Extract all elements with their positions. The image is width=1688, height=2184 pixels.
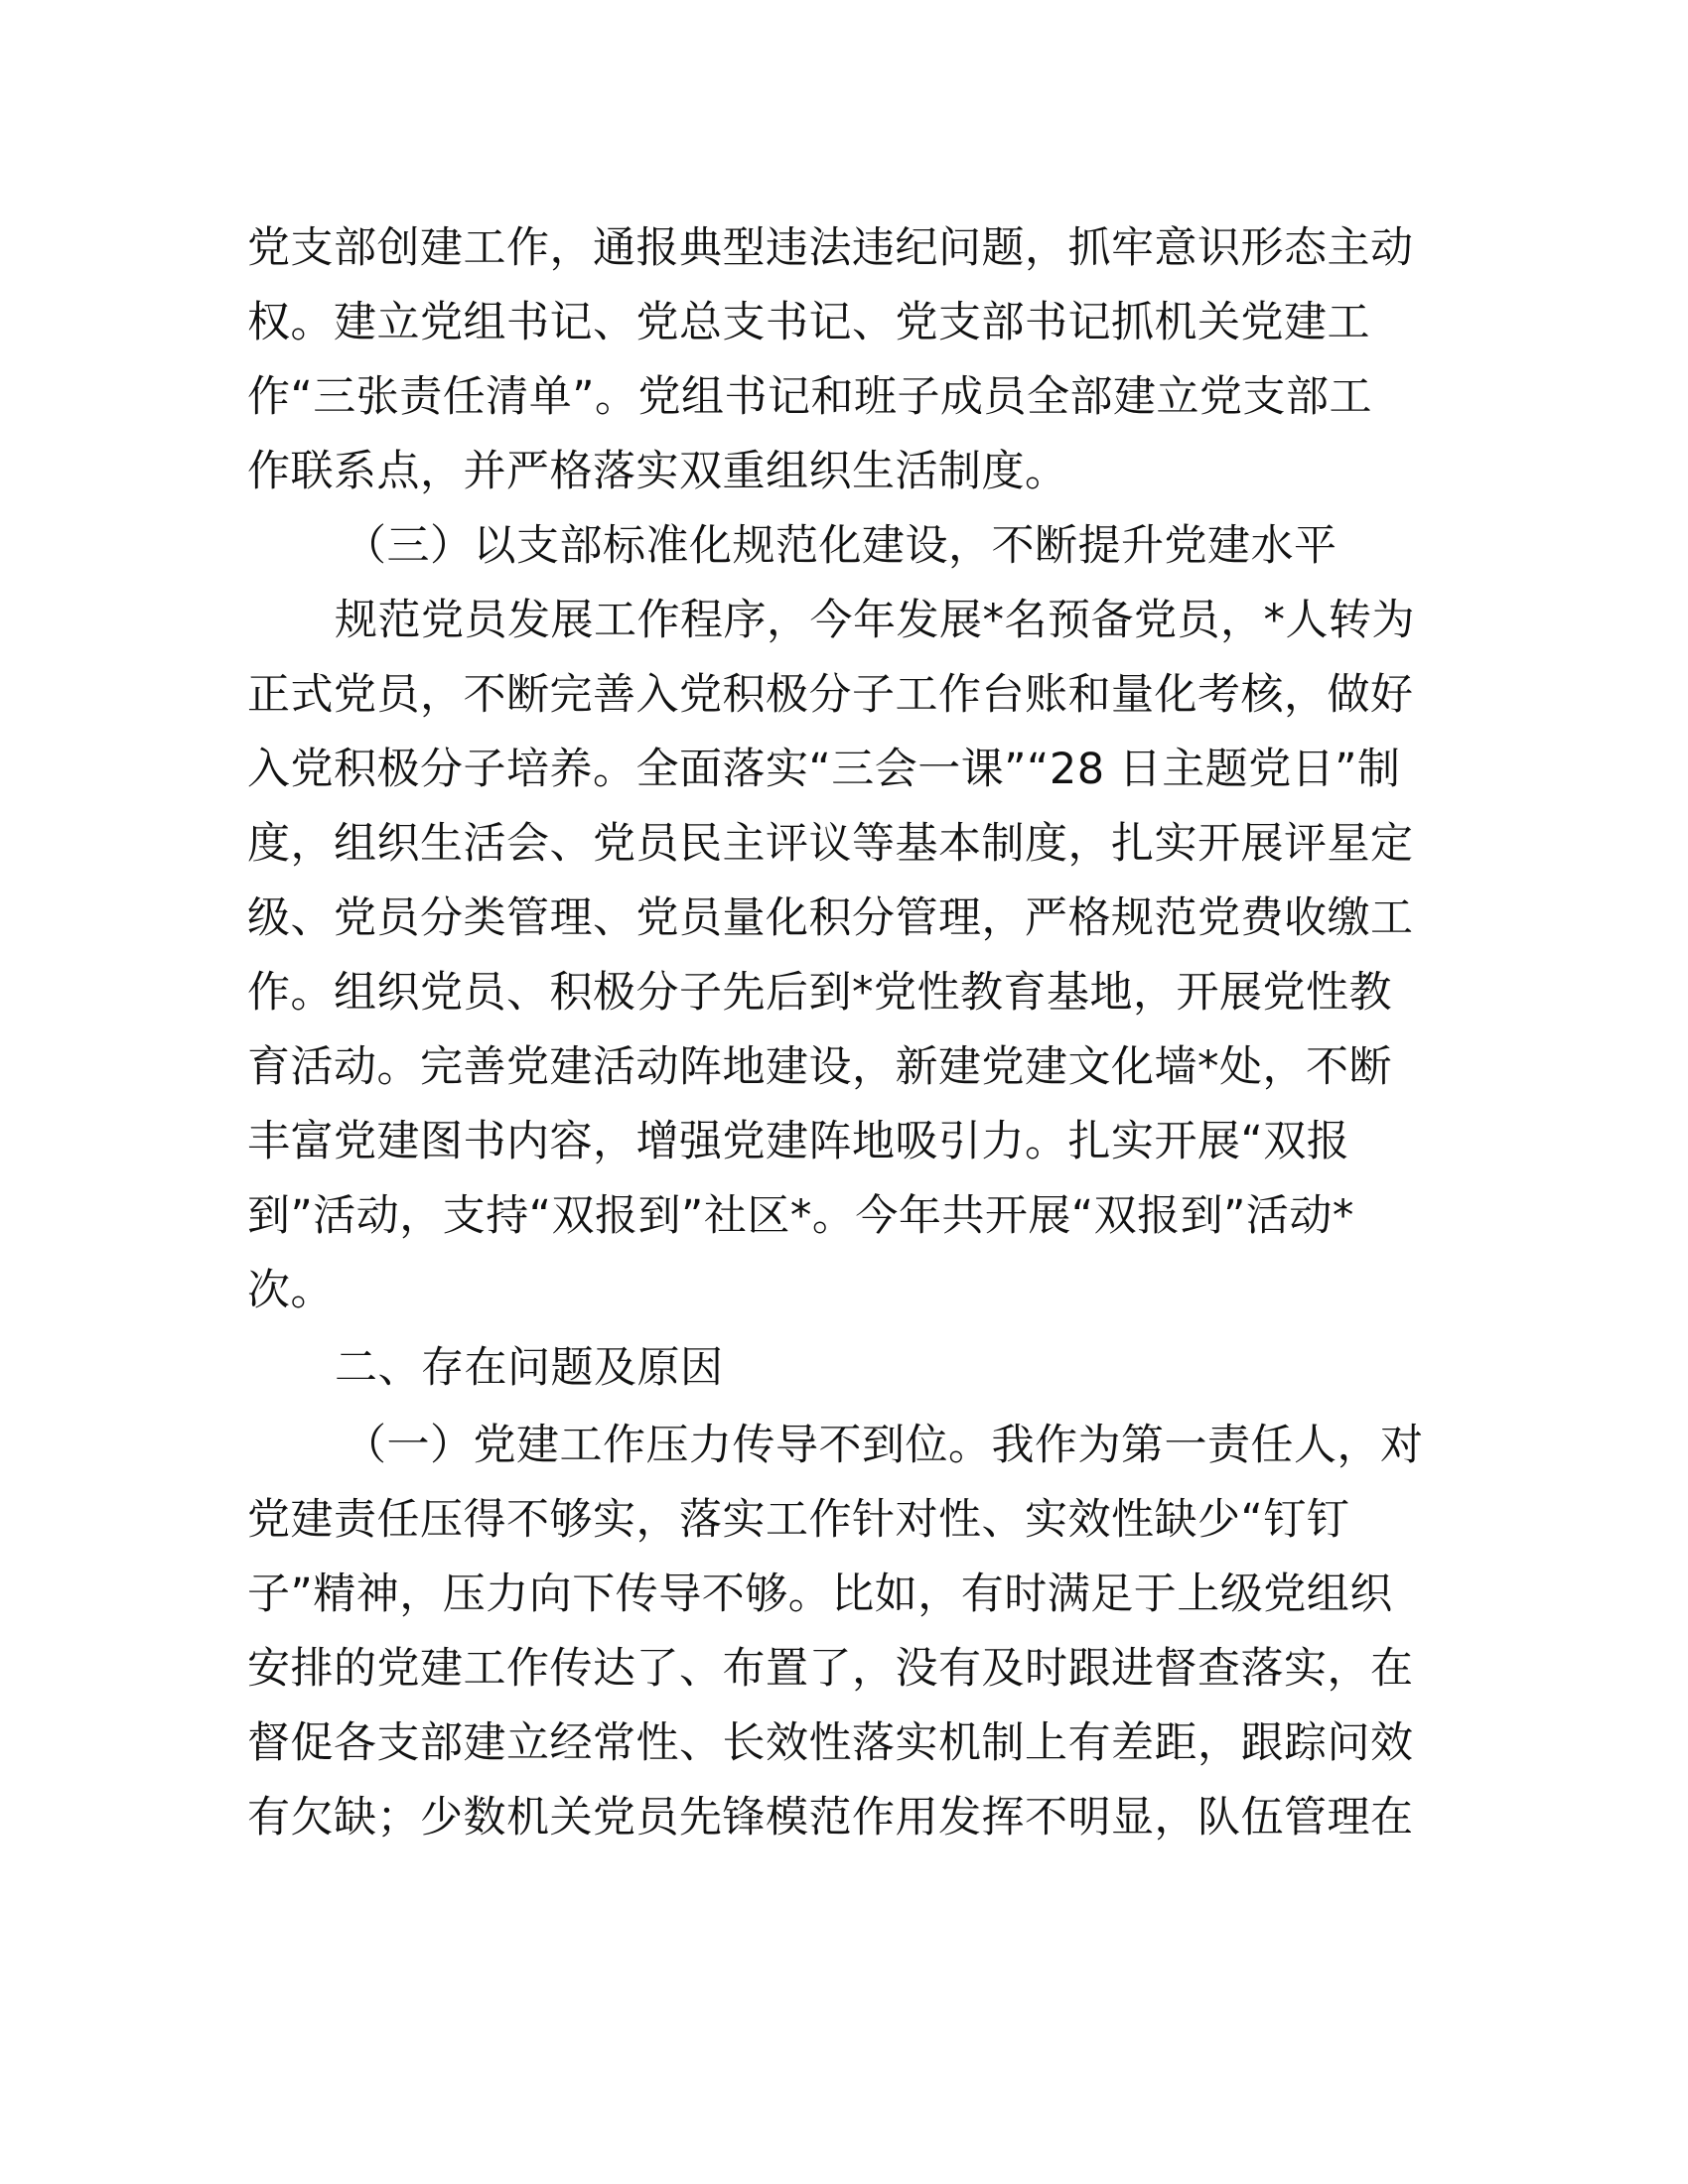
paragraph-first-line: （一）党建工作压力传导不到位。我作为第一责任人，对 [344,1421,1424,1470]
body-text-line: 作。组织党员、积极分子先后到*党性教育基地，开展党性教 [247,968,1392,1018]
body-text-line: 育活动。完善党建活动阵地建设，新建党建文化墙*处，不断 [247,1042,1392,1092]
body-text-line: 有欠缺；少数机关党员先锋模范作用发挥不明显，队伍管理在 [247,1793,1414,1843]
body-text-line: 督促各支部建立经常性、长效性落实机制上有差距，跟踪问效 [247,1718,1414,1768]
body-text-line: 党支部创建工作，通报典型违法违纪问题，抓牢意识形态主动 [247,223,1414,273]
body-text-line: 作联系点，并严格落实双重组织生活制度。 [247,447,1068,496]
paragraph-first-line: 规范党员发展工作程序，今年发展*名预备党员，*人转为 [335,596,1415,645]
body-text-line: 丰富党建图书内容，增强党建阵地吸引力。扎实开展“双报 [247,1117,1350,1166]
body-text-line: 子”精神，压力向下传导不够。比如，有时满足于上级党组织 [247,1570,1393,1619]
section-heading: （三）以支部标准化规范化建设，不断提升党建水平 [344,521,1337,571]
section-heading: 二、存在问题及原因 [335,1343,724,1393]
body-text-line: 党建责任压得不够实，落实工作针对性、实效性缺少“钉钉 [247,1495,1350,1545]
body-text-line: 级、党员分类管理、党员量化积分管理，严格规范党费收缴工 [247,893,1414,943]
body-text-line: 权。建立党组书记、党总支书记、党支部书记抓机关党建工 [247,298,1370,347]
body-text-line: 入党积极分子培养。全面落实“三会一课”“28 日主题党日”制 [247,745,1401,794]
body-text-line: 正式党员，不断完善入党积极分子工作台账和量化考核，做好 [247,670,1414,720]
body-text-line: 安排的党建工作传达了、布置了，没有及时跟进督查落实，在 [247,1644,1414,1694]
body-text-line: 度，组织生活会、党员民主评议等基本制度，扎实开展评星定 [247,819,1414,869]
body-text-line: 次。 [247,1266,334,1315]
body-text-line: 到”活动，支持“双报到”社区*。今年共开展“双报到”活动* [247,1191,1354,1241]
body-text-line: 作“三张责任清单”。党组书记和班子成员全部建立党支部工 [247,372,1373,422]
